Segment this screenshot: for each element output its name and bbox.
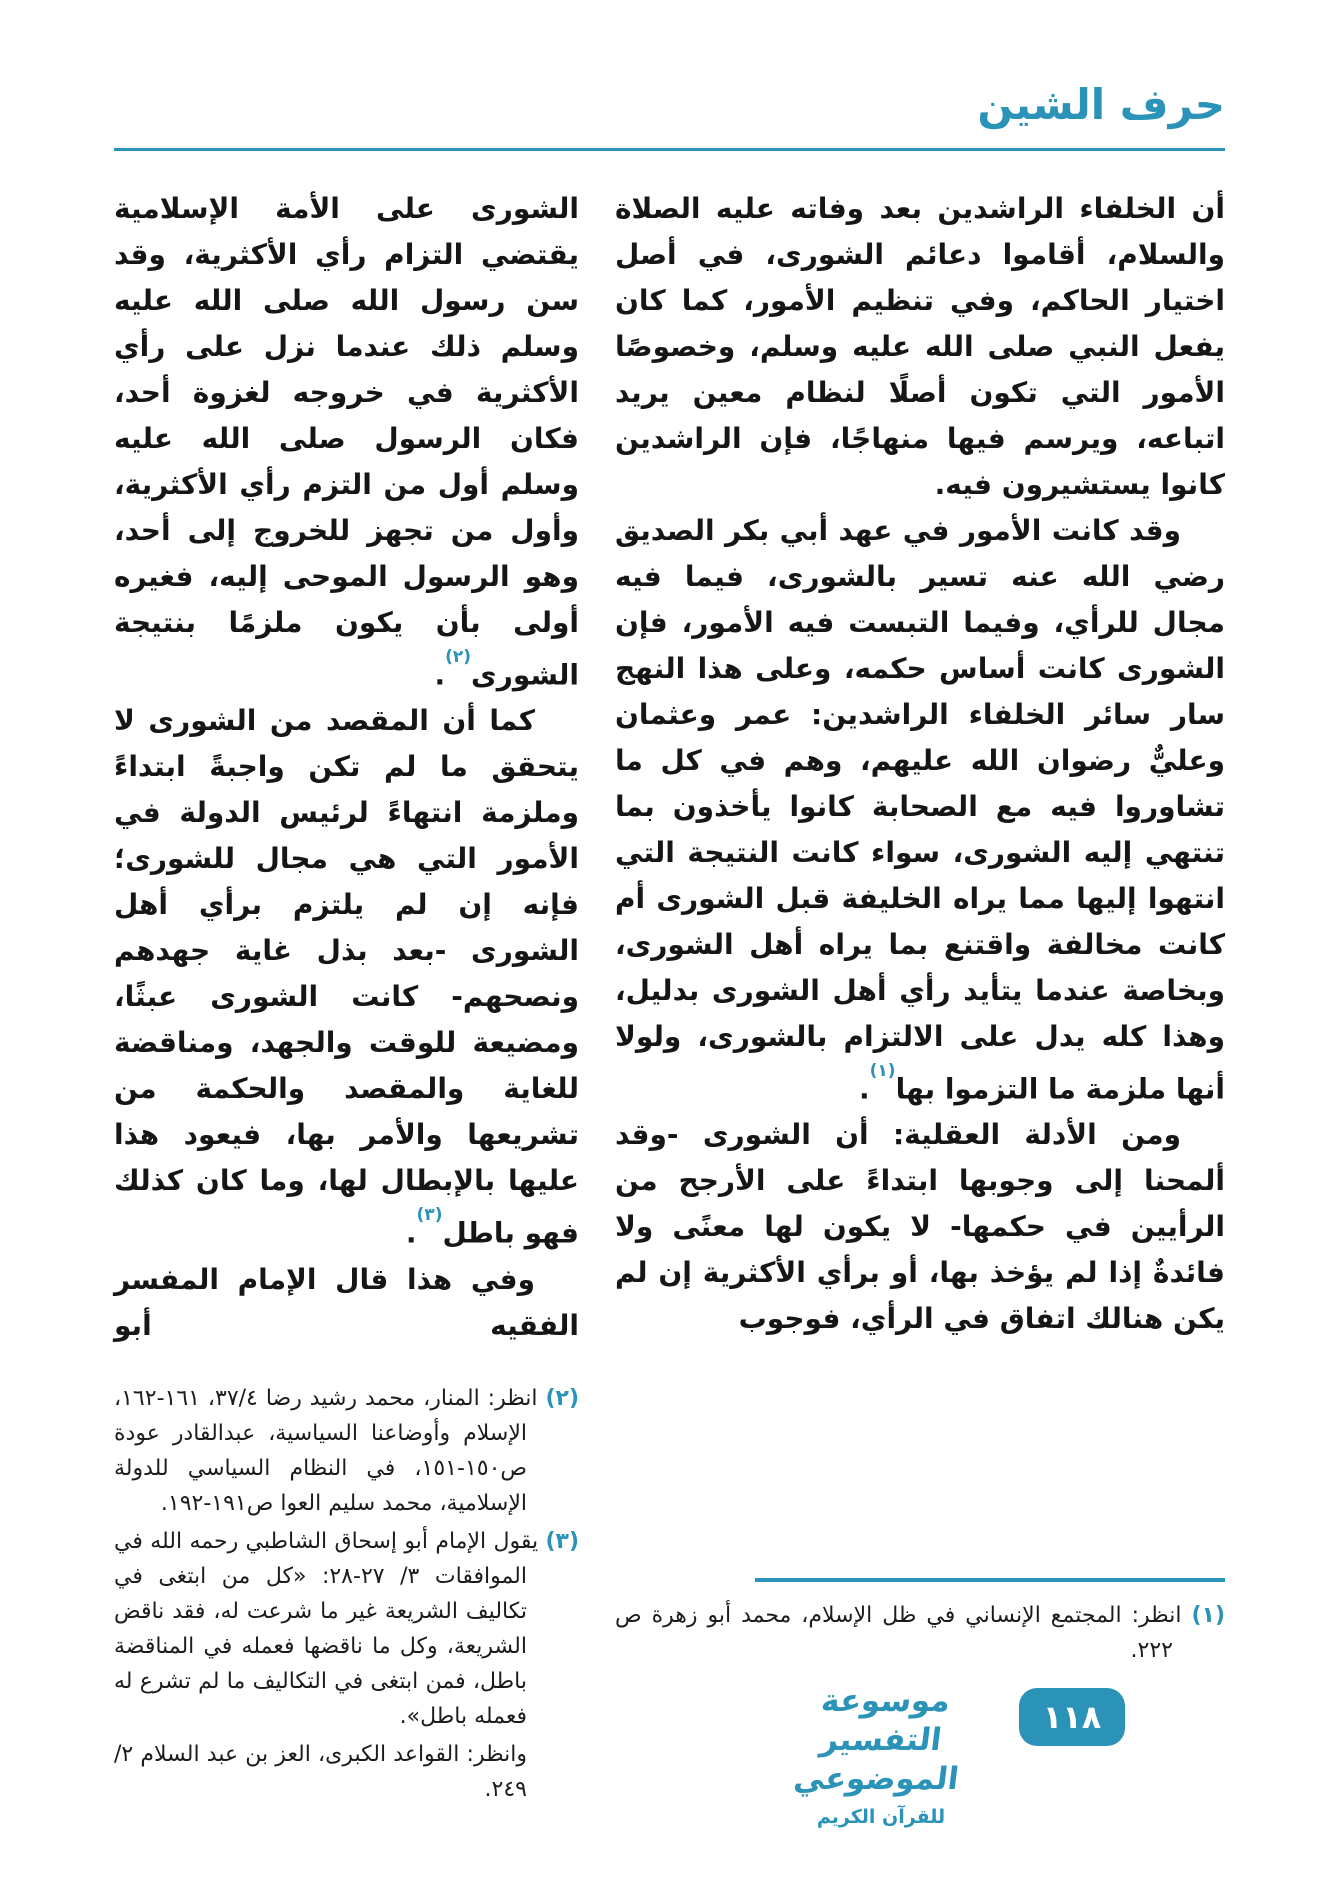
footnote-ref: (٢) <box>445 647 472 667</box>
footnote-text: وانظر: القواعد الكبرى، العز بن عبد السلام ٢/ ٢٤٩. <box>114 1741 527 1802</box>
footnote <box>114 1524 579 1734</box>
footnote-ref: (١) <box>869 1061 896 1081</box>
paragraph-text: وفي هذا قال الإمام المفسر الفقيه أبو <box>114 1262 579 1342</box>
page-number-badge <box>1019 1688 1125 1746</box>
footnote-text: يقول الإمام أبو إسحاق الشاطبي رحمه الله في الموافقات ٣/ ٢٧-٢٨: «كل من ابتغى في تكاليف الشريعة غير ما شرعت له، فقد ناقض الشريعة، وكل ما ناقضها فعمله في المناقضة باطل، فمن ابتغى في التكاليف ما لم تشرع له فعمله باطل». <box>114 1528 539 1729</box>
logo-subtitle: للقرآن الكريم <box>816 1806 946 1829</box>
page-number: ١١٨ <box>1042 1698 1102 1736</box>
column-left <box>114 186 580 1802</box>
paragraph <box>615 186 1225 508</box>
footnote <box>114 1381 579 1521</box>
paragraph <box>114 698 579 1256</box>
paragraph-suffix: . <box>405 1216 417 1250</box>
paragraph-text: كما أن المقصد من الشورى لا يتحقق ما لم تكن واجبةً ابتداءً وملزمة انتهاءً لرئيس الدولة في الأمور التي هي مجال للشورى؛ فإنه إن لم يلتزم برأي أهل الشورى -بعد بذل غاية جهدهم ونصحهم- كانت الشورى عبثًا، ومضيعة للوقت والجهد، ومناقضة للغاية والمقصد والحكمة من تشريعها والأمر بها، فيعود هذا عليها بالإبطال لها، وما كان كذلك فهو باطل <box>114 704 579 1250</box>
paragraph <box>615 508 1225 1112</box>
footnote-text: انظر: المنار، محمد رشيد رضا ٣٧/٤، ١٦١-١٦٢، الإسلام وأوضاعنا السياسية، عبدالقادر عودة ص١٥٠-١٥١، في النظام السياسي للدولة الإسلامية، محمد سليم العوا ص١٩١-١٩٢. <box>114 1385 538 1516</box>
column-right <box>615 186 1225 1671</box>
paragraph-text: أن الخلفاء الراشدين بعد وفاته عليه الصلاة والسلام، أقاموا دعائم الشورى، في أصل اختيار الحاكم، وفي تنظيم الأمور، كما كان يفعل النبي صلى الله عليه وسلم، وخصوصًا الأمور التي تكون أصلًا لنظام معين يريد اتباعه، ويرسم فيها منهاجًا، فإن الراشدين كانوا يستشيرون فيه. <box>615 192 1225 501</box>
footnote-ref: (٣) <box>416 1205 443 1226</box>
footnotes-left <box>114 1381 579 1810</box>
footnote-number: (٢) <box>545 1385 580 1411</box>
paragraph-text: وقد كانت الأمور في عهد أبي بكر الصديق رضي الله عنه تسير بالشورى، فيما فيه مجال للرأي، وفيما التبست فيه الأمور، فإن الشورى كانت أساس حكمه، وعلى هذا النهج سار سائر الخلفاء الراشدين: عمر وعثمان وعليٌّ رضوان الله عليهم، وهم في كل ما تشاوروا فيه مع الصحابة كانوا يأخذون بما تنتهي إليه الشورى، سواء كانت النتيجة التي انتهوا إليها مما يراه الخليفة قبل الشورى أم كانت مخالفة واقتنع بما يراه أهل الشورى، وبخاصة عندما يتأيد رأي أهل الشورى بدليل، وهذا كله يدل على الالتزام بالشورى، ولولا أنها ملزمة ما التزموا بها <box>615 514 1225 1106</box>
footnote <box>615 1598 1225 1668</box>
body-text-right <box>615 186 1225 1342</box>
paragraph-text: الشورى على الأمة الإسلامية يقتضي التزام رأي الأكثرية، وقد سن رسول الله صلى الله عليه وسلم ذلك عندما نزل على رأي الأكثرية في خروجه لغزوة أحد، فكان الرسول صلى الله عليه وسلم أول من التزم رأي الأكثرية، وأول من تجهز للخروج إلى أحد، وهو الرسول الموحى إليه، فغيره أولى بأن يكون ملزمًا بنتيجة الشورى <box>114 192 579 692</box>
paragraph <box>114 1257 579 1349</box>
header-rule <box>114 148 1225 151</box>
chapter-title: حرف الشين <box>977 80 1225 129</box>
logo-title: موسوعة التفسير الموضوعي <box>791 1683 961 1797</box>
footnote-continuation <box>114 1737 579 1807</box>
publisher-logo <box>758 1682 1004 1828</box>
paragraph <box>615 1112 1225 1342</box>
footnote-text: انظر: المجتمع الإنساني في ظل الإسلام، محمد أبو زهرة ص ٢٢٢. <box>615 1603 1182 1663</box>
footnote-number: (٣) <box>545 1528 579 1554</box>
paragraph-suffix: . <box>434 658 446 692</box>
body-text-left <box>114 186 579 1349</box>
footnotes-right <box>615 1598 1225 1671</box>
footnote-separator <box>755 1578 1225 1582</box>
paragraph <box>114 186 579 698</box>
footnote-number: (١) <box>1191 1603 1225 1628</box>
paragraph-text: ومن الأدلة العقلية: أن الشورى -وقد ألمحنا إلى وجوبها ابتداءً على الأرجح من الرأيين في حكمها- لا يكون لها معنًى ولا فائدةٌ إذا لم يؤخذ بها، أو برأي الأكثرية إن لم يكن هنالك اتفاق في الرأي، فوجوب <box>615 1118 1225 1336</box>
paragraph-suffix: . <box>858 1072 870 1106</box>
